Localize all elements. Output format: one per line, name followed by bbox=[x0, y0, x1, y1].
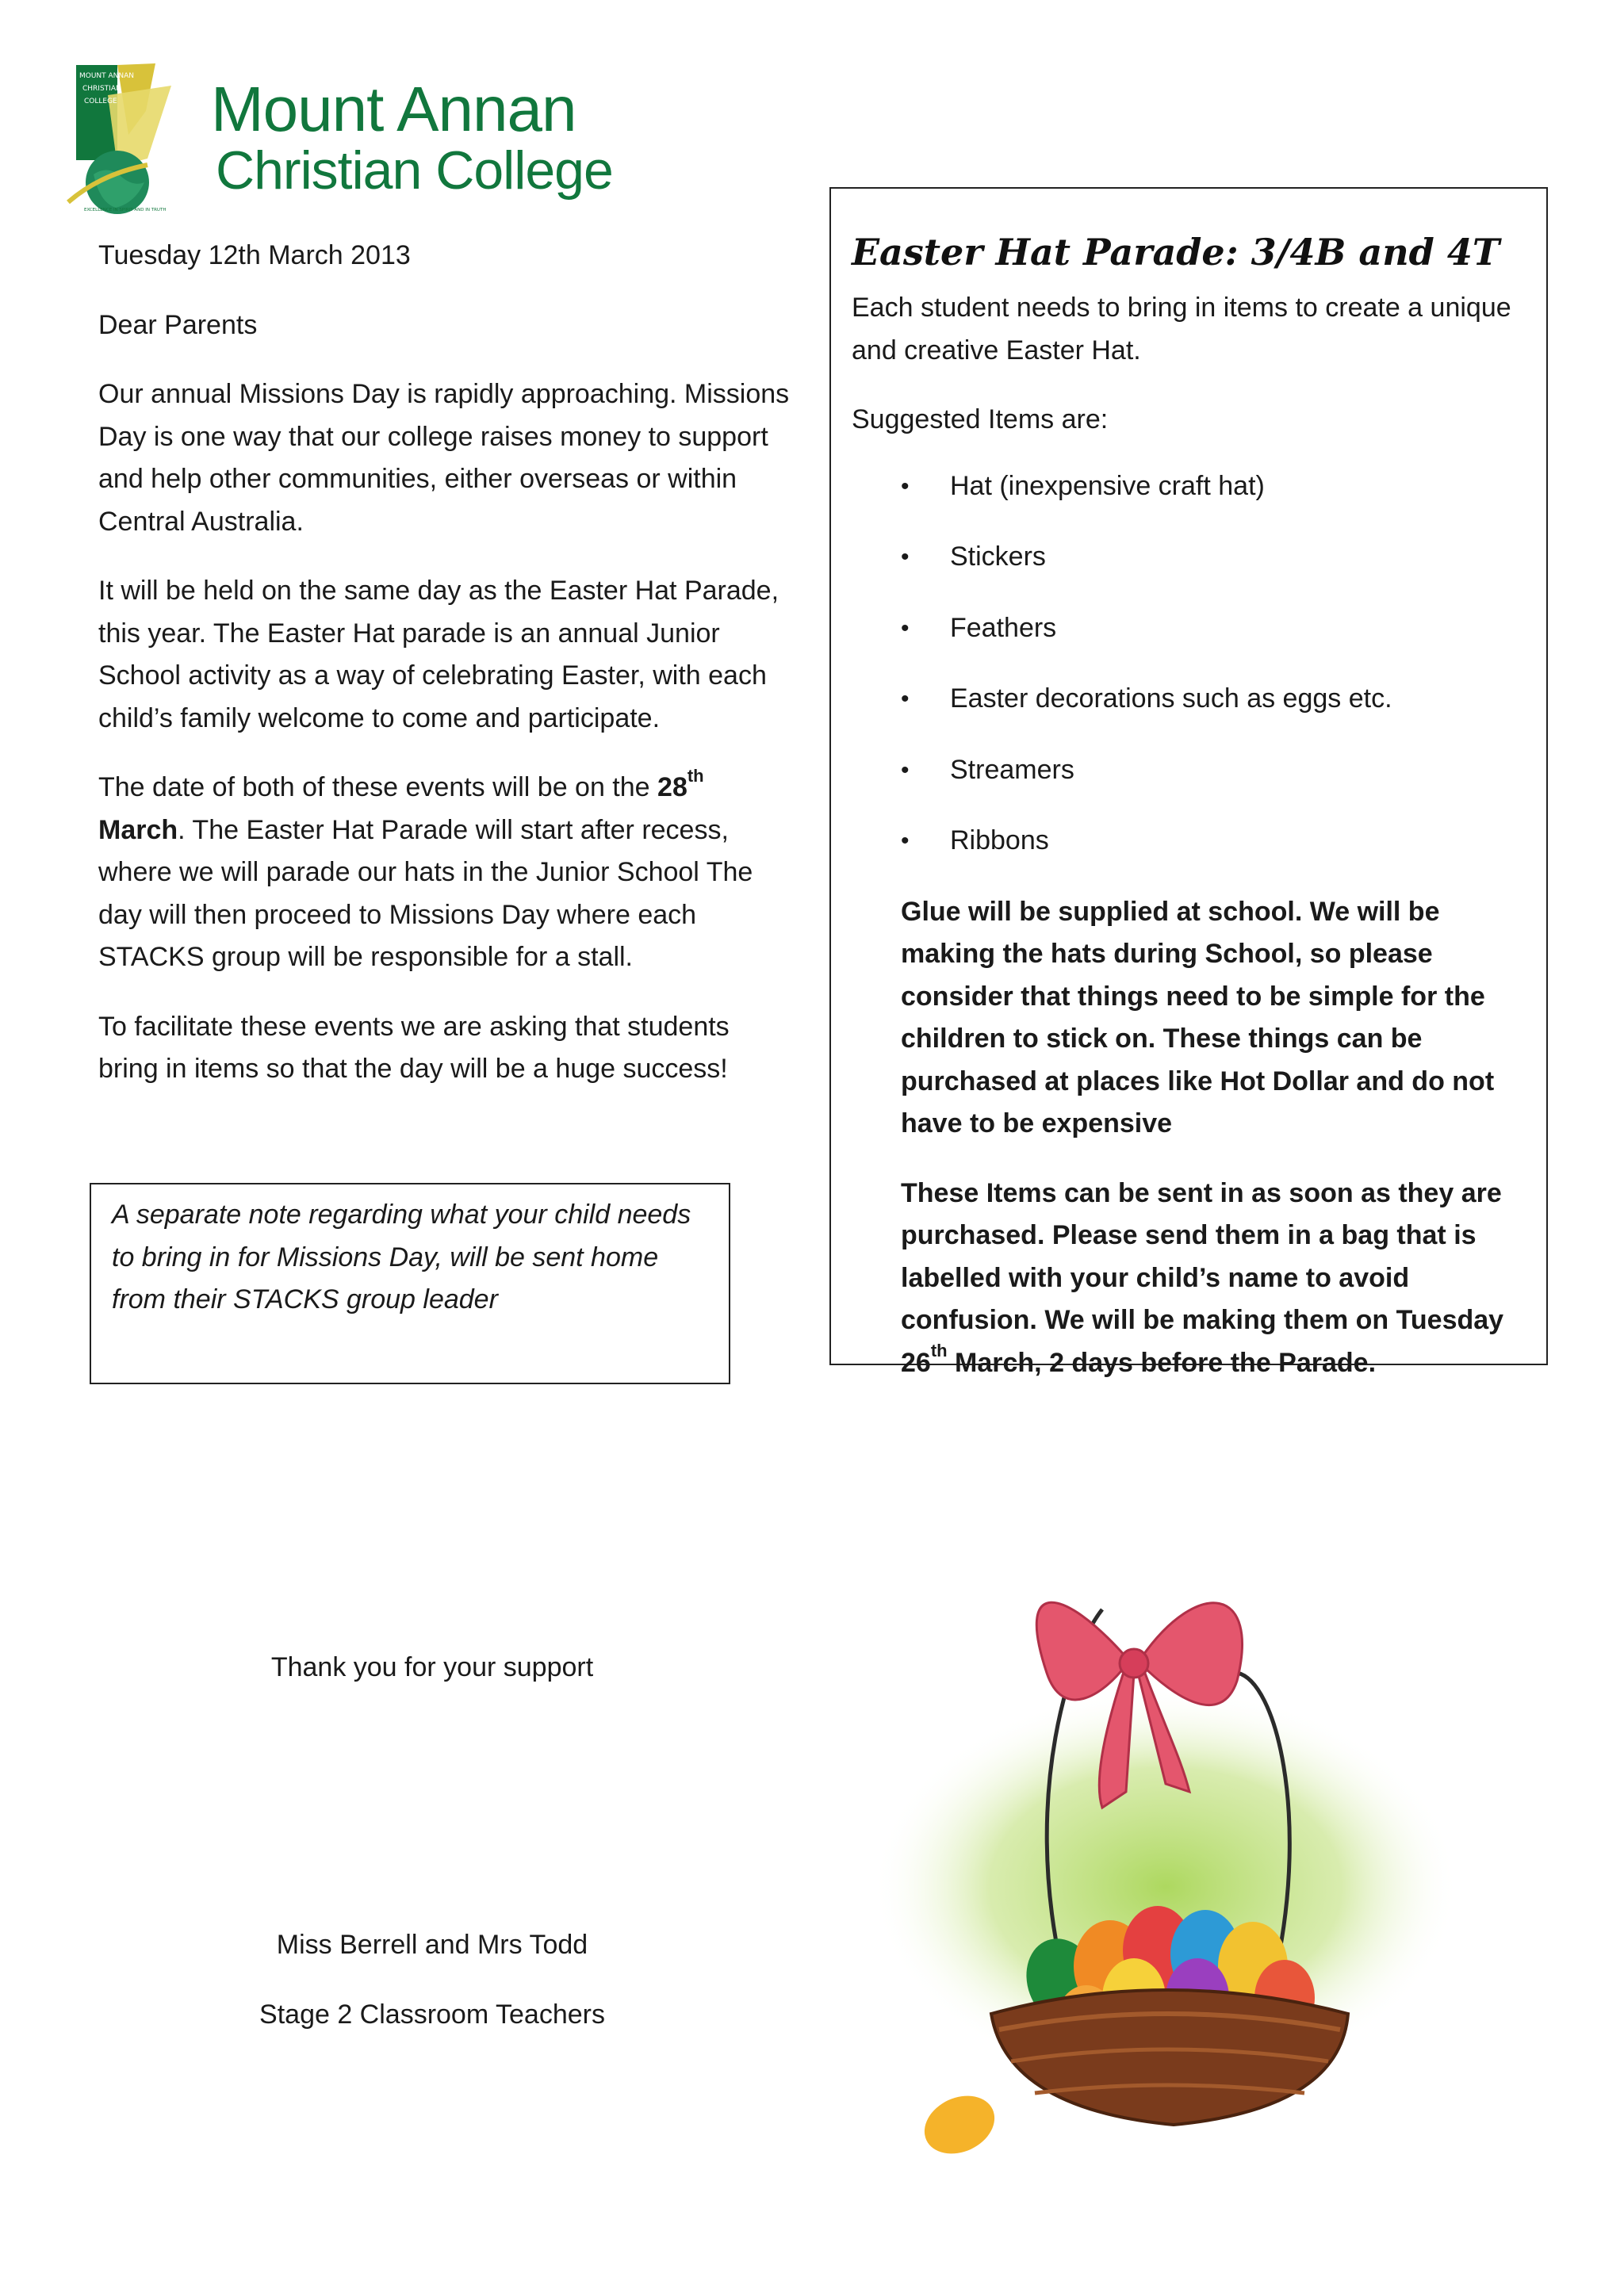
list-item bbox=[852, 465, 1530, 508]
bullet-icon: • bbox=[901, 756, 910, 783]
item-label: Feathers bbox=[950, 612, 1057, 643]
list-item bbox=[852, 536, 1530, 579]
send-date-sup: th bbox=[930, 1341, 948, 1361]
college-crest-icon bbox=[52, 63, 203, 214]
letter-paragraph-1: Our annual Missions Day is rapidly approaching. Missions Day is one way that our college raises money to support and help other communities, either overseas or within Central Australia. bbox=[98, 379, 790, 537]
letter-date: Tuesday 12th March 2013 bbox=[98, 240, 411, 270]
crest-motto: EXCELLENCE IN SPIRIT AND IN TRUTH bbox=[84, 208, 167, 212]
event-date-month: March bbox=[98, 814, 178, 845]
letter-paragraph-4: To facilitate these events we are asking that students bring in items so that the day will be a huge success! bbox=[98, 1011, 730, 1084]
easter-hat-title: Easter Hat Parade: 3/4B and 4T bbox=[852, 231, 1500, 274]
bullet-icon: • bbox=[901, 614, 910, 641]
easter-intro: Each student needs to bring in items to create a unique and creative Easter Hat. bbox=[852, 293, 1511, 365]
thanks-line: Thank you for your support bbox=[270, 1652, 594, 1682]
teacher-names: Miss Berrell and Mrs Todd bbox=[276, 1930, 588, 1960]
logo-name-line1: Mount Annan bbox=[211, 74, 576, 144]
letter-body bbox=[98, 235, 796, 1118]
event-date-num: 28 bbox=[657, 772, 688, 802]
bullet-icon: • bbox=[901, 473, 910, 499]
teacher-role: Stage 2 Classroom Teachers bbox=[259, 1999, 605, 2030]
college-logo bbox=[52, 63, 703, 214]
suggested-label: Suggested Items are: bbox=[852, 404, 1109, 434]
easter-hat-box bbox=[829, 187, 1548, 1378]
crest-text-2: CHRISTIAN bbox=[82, 85, 121, 93]
missions-note-box bbox=[90, 1183, 730, 1384]
logo-name-line2: Christian College bbox=[216, 140, 613, 201]
item-label: Hat (inexpensive craft hat) bbox=[950, 470, 1265, 501]
list-item bbox=[852, 678, 1530, 721]
glue-note: Glue will be supplied at school. We will be making the hats during School, so please consider that things need to be simple for the children to stick on. These things can be purchased at places like Hot Dollar and do not have to be expensive bbox=[901, 896, 1495, 1138]
item-label: Streamers bbox=[950, 754, 1074, 785]
list-item bbox=[852, 820, 1530, 863]
crest-text-1: MOUNT ANNAN bbox=[79, 72, 135, 80]
suggested-items-list bbox=[852, 465, 1530, 863]
missions-note-text: A separate note regarding what your child needs to bring in for Missions Day, will be sent home from their STACKS group leader bbox=[112, 1200, 691, 1314]
p3-before: The date of both of these events will be on the bbox=[98, 772, 658, 802]
list-item bbox=[852, 607, 1530, 650]
item-label: Easter decorations such as eggs etc. bbox=[950, 683, 1392, 714]
letter-greeting: Dear Parents bbox=[98, 309, 258, 340]
item-label: Ribbons bbox=[950, 825, 1049, 855]
bullet-icon: • bbox=[901, 544, 910, 570]
letter-paragraph-3 bbox=[98, 767, 796, 979]
bullet-icon: • bbox=[901, 828, 910, 854]
letter-paragraph-2: It will be held on the same day as the Easter Hat Parade, this year. The Easter Hat parade is an annual Junior School activity as a way of celebrating Easter, with each child’s family welcome to come and participate. bbox=[98, 576, 779, 733]
send-date-num: 26 bbox=[901, 1347, 931, 1378]
crest-text-3: COLLEGE bbox=[84, 98, 117, 105]
send-note-after: March, 2 days before the Parade. bbox=[947, 1347, 1377, 1378]
p3-after: . The Easter Hat Parade will start after recess, where we will parade our hats in the Junior School The day will then proceed to Missions Day where each STACKS group will be responsible for a stall. bbox=[98, 814, 753, 972]
event-date-sup: th bbox=[687, 765, 704, 786]
bullet-icon: • bbox=[901, 686, 910, 712]
easter-basket-icon bbox=[864, 1554, 1467, 2156]
list-item bbox=[852, 749, 1530, 792]
send-note bbox=[852, 1173, 1530, 1385]
send-note-before: These Items can be sent in as soon as they are purchased. Please send them in a bag that is labelled with your child’s name to avoid confusion. We will be making them on Tuesday bbox=[901, 1177, 1504, 1335]
item-label: Stickers bbox=[950, 541, 1046, 572]
